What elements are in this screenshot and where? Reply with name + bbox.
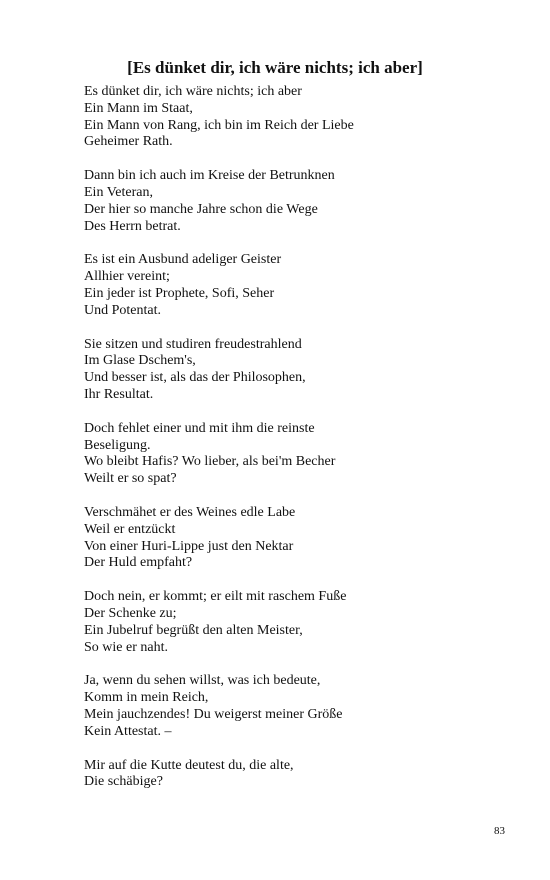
verse-line: Doch fehlet einer und mit ihm die reinste <box>84 420 315 436</box>
stanza <box>84 421 514 488</box>
stanza <box>84 252 514 319</box>
verse-line: Der Schenke zu; <box>84 605 177 621</box>
verse-line: Weilt er so spat? <box>84 471 177 487</box>
verse-line: Ein Mann im Staat, <box>84 100 193 116</box>
verse-line: Ein jeder ist Prophete, Sofi, Seher <box>84 285 275 301</box>
verse-line: Ja, wenn du sehen willst, was ich bedeute, <box>84 673 321 689</box>
verse-line: Ein Mann von Rang, ich bin im Reich der Liebe <box>84 117 354 133</box>
verse-line: Ein Veteran, <box>84 184 153 200</box>
verse-line: Komm in mein Reich, <box>84 690 209 706</box>
stanza <box>84 505 514 572</box>
verse-line: Verschmähet er des Weines edle Labe <box>84 504 296 520</box>
verse-line: Sie sitzen und studiren freudestrahlend <box>84 336 302 352</box>
stanza <box>84 337 514 404</box>
verse-line: Und besser ist, als das der Philosophen, <box>84 370 306 386</box>
verse-line: Der Huld empfaht? <box>84 555 193 571</box>
verse-line: Im Glase Dschem's, <box>84 353 196 369</box>
verse-line: Ihr Resultat. <box>84 386 154 402</box>
verse-line: Doch nein, er kommt; er eilt mit raschem Fuße <box>84 589 347 605</box>
verse-line: Die schäbige? <box>84 774 163 790</box>
verse-line: So wie er naht. <box>84 639 168 655</box>
verse-line: Dann bin ich auch im Kreise der Betrunknen <box>84 168 335 184</box>
stanza <box>84 84 514 151</box>
verse-line: Geheimer Rath. <box>84 134 173 150</box>
verse-line: Und Potentat. <box>84 302 161 318</box>
verse-line: Wo bleibt Hafis? Wo lieber, als bei'm Becher <box>84 454 336 470</box>
verse-line: Weil er entzückt <box>84 521 176 537</box>
verse-line: Es ist ein Ausbund adeliger Geister <box>84 252 282 268</box>
stanza <box>84 673 514 740</box>
page-number: 83 <box>494 825 505 837</box>
verse-line: Es dünket dir, ich wäre nichts; ich aber <box>84 84 302 99</box>
verse-line: Beseligung. <box>84 437 151 453</box>
verse-line: Ein Jubelruf begrüßt den alten Meister, <box>84 622 303 638</box>
verse-line: Des Herrn betrat. <box>84 218 181 234</box>
verse-line: Von einer Huri-Lippe just den Nektar <box>84 538 294 554</box>
verse-line: Kein Attestat. – <box>84 723 172 739</box>
stanza <box>84 758 514 792</box>
verse-line: Der hier so manche Jahre schon die Wege <box>84 201 318 217</box>
verse-line: Mir auf die Kutte deutest du, die alte, <box>84 757 294 773</box>
verse-line: Mein jauchzendes! Du weigerst meiner Größe <box>84 706 343 722</box>
poem-title: [Es dünket dir, ich wäre nichts; ich aber] <box>127 58 423 77</box>
stanza <box>84 589 514 656</box>
stanza <box>84 168 514 235</box>
poem-body <box>84 84 514 808</box>
verse-line: Allhier vereint; <box>84 269 170 285</box>
